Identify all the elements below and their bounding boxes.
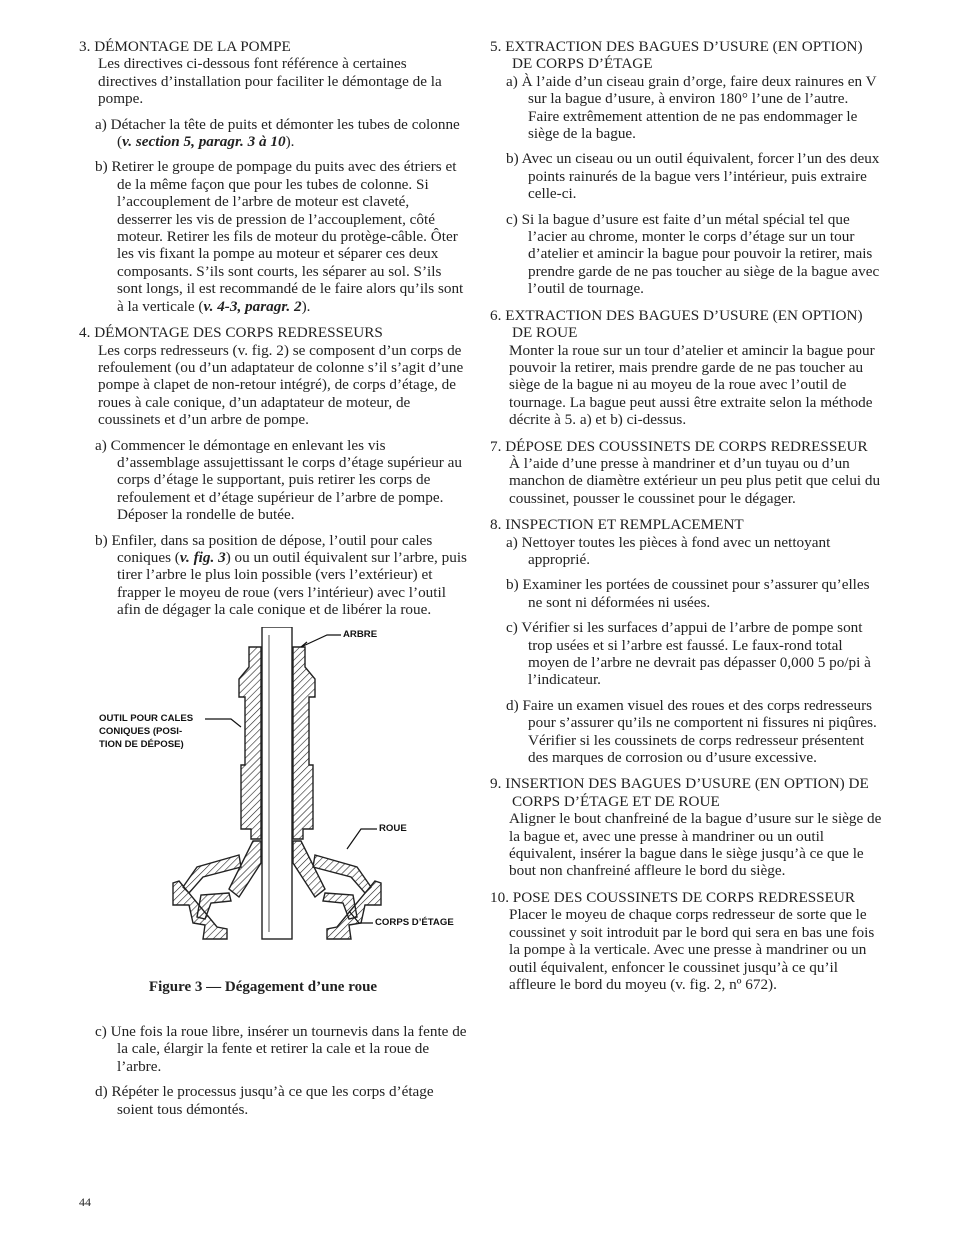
step-a: a) Détacher la tête de puits et démonter les tubes de colonne (v. section 5, paragr. 3 à 10).: [95, 115, 460, 151]
section-title: 5. EXTRACTION DES BAGUES D’USURE (EN OPTION) DE CORPS D’ÉTAGE: [490, 38, 863, 73]
cross-reference: v. section 5, paragr. 3 à 10: [122, 133, 286, 151]
step-a: a) À l’aide d’un ciseau grain d’orge, faire deux rainures en V sur la bague d’usure, à environ 180° l’une de l’autre. Faire extrêmement attention de ne pas endommager le siège de la bague.: [506, 72, 877, 143]
step-c: c) Si la bague d’usure est faite d’un métal spécial tel que l’acier au chrome, monter le corps d’étage sur un tour d’atelier et amincir la bague pour pouvoir la retirer, mais prendre garde de ne pas toucher au siège de la bague avec l’outil de tournage.: [506, 210, 880, 298]
section-7: [490, 438, 882, 508]
step-c: c) Vérifier si les surfaces d’appui de l’arbre de pompe sont trop usées et si l’arbre est faussé. Le faux-rond total moyen de l’arbre ne devrait pas dépasser 0,000 5 po/pi à l’indicateur.: [506, 619, 871, 689]
section-body: Aligner le bout chanfreiné de la bague d’usure sur le siège de la bague et, avec une presse à mandriner ou un outil équivalent, insérer la bague dans le siège jusqu’à ce que le bout non chanfreiné affleure le bord du siège.: [509, 810, 882, 880]
step-b: b) Enfiler, dans sa position de dépose, l’outil pour cales coniques (v. fig. 3) ou un outil équivalent sur l’arbre, puis tirer l’arbre le plus loin possible (vers l’extérieur) et frapper le moyeu de roue (vers l’intérieur) avec l’outil afin de dégager la cale conique et de libérer la roue.: [95, 531, 467, 619]
shaft-drawing: [262, 627, 292, 939]
figure-label-corps: CORPS D’ÉTAGE: [375, 916, 454, 928]
section-body: À l’aide d’une presse à mandriner et d’un tuyau ou d’un manchon de diamètre extérieur un peu plus petit que celui du coussinet, pousser le coussinet pour le dégager.: [509, 454, 881, 507]
section-title: 6. EXTRACTION DES BAGUES D’USURE (EN OPTION) DE ROUE: [490, 306, 863, 342]
step-d: d) Répéter le processus jusqu’à ce que les corps d’étage soient tous démontés.: [95, 1083, 434, 1118]
figure-label-roue: ROUE: [379, 822, 407, 834]
section-10: [490, 889, 882, 993]
section-title: 4. DÉMONTAGE DES CORPS REDRESSEURS: [79, 324, 383, 342]
section-intro: Les directives ci-dessous font référence à certaines directives d’installation pour faciliter le démontage de la pompe.: [98, 55, 442, 108]
figure-label-outil-2: CONIQUES (POSI-: [99, 725, 183, 737]
section-title: 10. POSE DES COUSSINETS DE CORPS REDRESSEUR: [490, 888, 855, 906]
right-column: [490, 38, 882, 1002]
section-6: [490, 307, 882, 429]
section-title: 7. DÉPOSE DES COUSSINETS DE CORPS REDRESSEUR: [490, 437, 868, 455]
section-8: [490, 516, 882, 766]
figure-label-outil-1: OUTIL POUR CALES: [99, 712, 194, 724]
figure-3: [79, 627, 467, 979]
figure-label-arbre: ARBRE: [343, 628, 378, 640]
step-a: a) Commencer le démontage en enlevant les vis d’assemblage assujettissant le corps d’étage supérieur au corps d’étage le supportant, puis retirer les corps de refoulement et d’étage supérieur de l’arbre de pompe. Déposer la rondelle de butée.: [95, 436, 462, 524]
step-b: b) Avec un ciseau ou un outil équivalent, forcer l’un des deux points rainurés de la bague vers l’intérieur, puis extraire celle-ci.: [506, 150, 880, 203]
tool-left-section: [239, 647, 261, 839]
step-b: b) Examiner les portées de coussinet pour s’assurer qu’elles ne sont ni déformées ni usées.: [506, 576, 870, 611]
section-body: Monter la roue sur un tour d’atelier et amincir la bague pour pouvoir la retirer, mais prendre garde de ne pas toucher au siège de la bague ni au moyeu de la roue avec l’outil de tournage. La bague peut aussi être extraite selon la méthode décrite à 5. a) et b) ci-dessus.: [509, 341, 875, 429]
cross-reference: v. fig. 3: [179, 548, 226, 566]
figure-label-outil-3: TION DE DÉPOSE): [99, 738, 184, 750]
section-3: [79, 38, 467, 315]
cross-reference: v. 4-3, paragr. 2: [203, 297, 302, 315]
bowl-left: [173, 881, 227, 939]
section-title: 3. DÉMONTAGE DE LA POMPE: [79, 38, 291, 55]
step-c: c) Une fois la roue libre, insérer un tournevis dans la fente de la cale, élargir la fente et retirer la cale et la roue de l’arbre.: [95, 1023, 467, 1075]
step-b: b) Retirer le groupe de pompage du puits avec des étriers et de la même façon que pour les tubes de colonne. Si l’accouplement de l’arbre de moteur est claveté, desserrer les vis de pression de l’accouplement, côté moteur. Retirer les fils de moteur du protège-câble. Ôter les vis fixant la pompe au moteur et séparer ces deux composants. S’ils sont courts, les séparer au sol. S’ils sont longs, il est recommandé de le faire alors qu’ils sont à la verticale (v. 4-3, paragr. 2).: [95, 158, 464, 315]
section-title: 8. INSPECTION ET REMPLACEMENT: [490, 516, 744, 534]
tool-right-section: [293, 647, 315, 839]
bowl-right: [327, 881, 381, 939]
step-a: a) Nettoyer toutes les pièces à fond avec un nettoyant approprié.: [506, 533, 831, 568]
left-column: [79, 38, 467, 1127]
section-5: [490, 38, 882, 298]
section-body: Placer le moyeu de chaque corps redresseur de sorte que le coussinet y soit introduit par le bord qui sera en bas une fois la pompe à la verticale. Avec une presse à mandriner ou un outil équivalent, enfoncer le coussinet jusqu’à ce qu’il affleure le bord du moyeu (v. fig. 2, nº 672).: [509, 906, 875, 993]
section-title: 9. INSERTION DES BAGUES D’USURE (EN OPTION) DE CORPS D’ÉTAGE ET DE ROUE: [490, 775, 869, 810]
section-9: [490, 775, 882, 879]
section-intro: Les corps redresseurs (v. fig. 2) se composent d’un corps de refoulement (ou d’un adaptateur de colonne s’il s’agit d’une pompe à clapet de non-retour intégré), de corps d’étage, de roues à cale conique, d’un adaptateur de moteur, de coussinets et d’un arbre de pompe.: [98, 341, 464, 429]
figure-caption: Figure 3 — Dégagement d’une roue: [148, 978, 378, 995]
section-4: [79, 324, 467, 1118]
step-d: d) Faire un examen visuel des roues et des corps redresseurs pour s’assurer qu’ils ne comportent ni fissures ni piqûres. Vérifier si les coussinets de corps redresseur présentent des marques de corrosion ou d’usure excessive.: [506, 696, 877, 767]
page-number: 44: [79, 1195, 91, 1209]
